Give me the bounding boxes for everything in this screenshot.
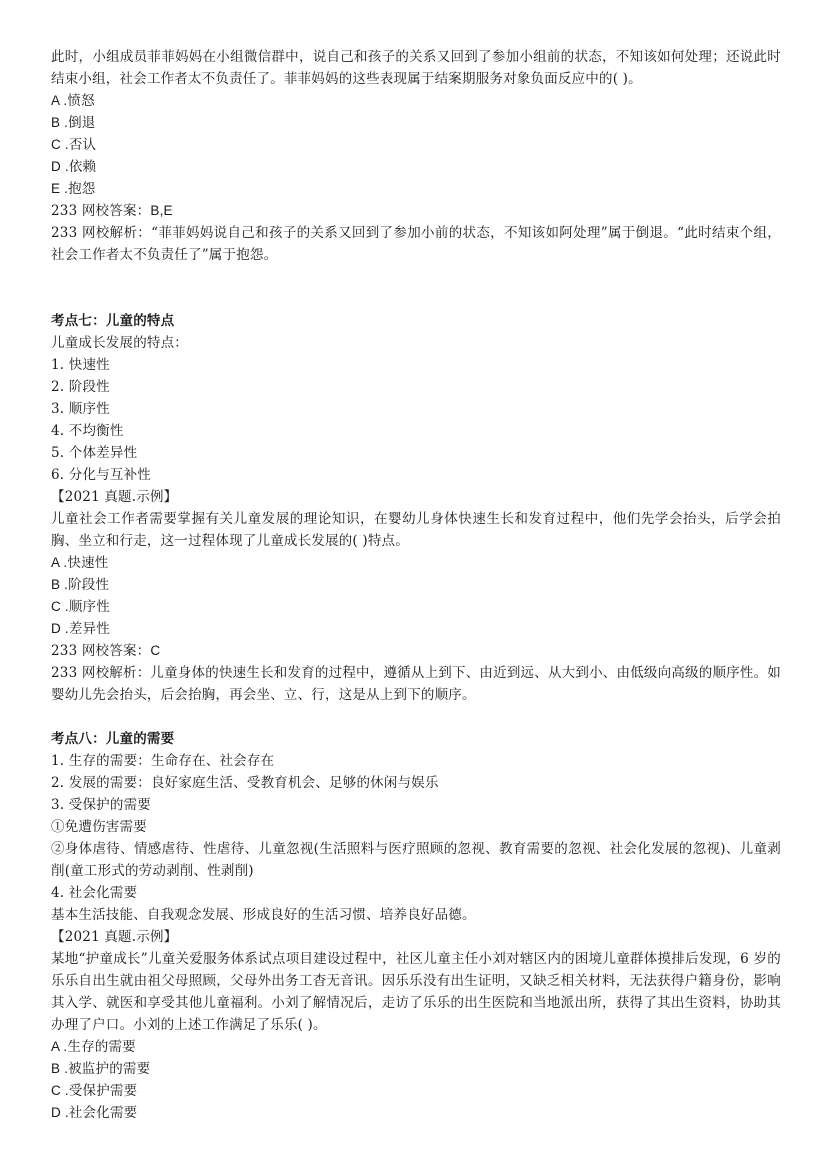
option-letter: C . <box>51 137 69 152</box>
option-letter: B . <box>51 1061 69 1076</box>
option-letter: A . <box>51 555 68 570</box>
option-text: 被监护的需要 <box>68 1061 151 1077</box>
example-tag: 【2021 真题.示例】 <box>51 929 178 945</box>
option-letter: C . <box>51 599 69 614</box>
option-text: 否认 <box>68 137 97 153</box>
trait-item: 5. 个体差异性 <box>51 445 138 461</box>
option-text: 倒退 <box>68 115 96 131</box>
analysis-line <box>51 222 781 266</box>
answer-value: B,E <box>150 203 173 218</box>
option-c <box>51 1080 781 1102</box>
trait-item: 2. 阶段性 <box>51 379 110 395</box>
needs-item: 4. 社会化需要 <box>51 885 138 901</box>
option-text: 阶段性 <box>68 577 110 593</box>
option-text: 愤怒 <box>67 93 95 109</box>
spacer <box>51 706 781 728</box>
option-letter: D . <box>51 159 69 174</box>
option-letter: D . <box>51 1105 69 1120</box>
answer-line <box>51 200 781 222</box>
option-text: 依赖 <box>68 159 97 175</box>
option-letter: A . <box>51 93 68 108</box>
analysis-text: 儿童身体的快速生长和发育的过程中，遵循从上到下、由近到远、从大到小、由低级向高级的顺序性。如婴幼儿先会抬头，后会抬胸，再会坐、立、行，这是从上到下的顺序。 <box>51 665 782 703</box>
analysis-text: “菲菲妈妈说自己和孩子的关系又回到了参加小前的状态，不知该如阿处理”属于倒退。“此时结束个组，社会工作者太不负责任了”属于抱怨。 <box>51 225 782 263</box>
needs-item: 3. 受保护的需要 <box>51 797 151 813</box>
analysis-label: 233 网校解析： <box>51 665 151 681</box>
option-d <box>51 156 781 178</box>
answer-label: 233 网校答案： <box>51 203 151 219</box>
option-letter: D . <box>51 621 69 636</box>
option-e <box>51 178 781 200</box>
option-c <box>51 596 781 618</box>
spacer <box>51 266 781 310</box>
option-c <box>51 134 781 156</box>
option-letter: C . <box>51 1083 69 1098</box>
needs-subitem: ②身体虐待、情感虐待、性虐待、儿童忽视(生活照料与医疗照顾的忽视、教育需要的忽视、社会化发展的忽视)、儿童剥削(童工形式的劳动剥削、性剥削) <box>51 841 781 879</box>
option-text: 社会化需要 <box>68 1105 138 1121</box>
option-text: 差异性 <box>68 621 110 637</box>
option-text: 快速性 <box>67 555 109 571</box>
option-d <box>51 1102 781 1124</box>
option-text: 生存的需要 <box>67 1039 136 1055</box>
document-page <box>51 46 781 1124</box>
section-7-intro: 儿童成长发展的特点： <box>51 335 188 351</box>
option-a <box>51 1036 781 1058</box>
needs-detail: 基本生活技能、自我观念发展、形成良好的生活习惯、培养良好品德。 <box>51 907 476 923</box>
section-7-title: 考点七：儿童的特点 <box>51 313 175 329</box>
question-stem: 儿童社会工作者需要掌握有关儿童发展的理论知识，在婴幼儿身体快速生长和发育过程中，他们先学会抬头，后学会拍胸、坐立和行走，这一过程体现了儿童成长发展的( )特点。 <box>51 511 781 549</box>
option-text: 顺序性 <box>68 599 110 615</box>
option-text: 抱怨 <box>68 181 96 197</box>
trait-item: 4. 不均衡性 <box>51 423 124 439</box>
option-b <box>51 574 781 596</box>
analysis-line <box>51 662 781 706</box>
trait-item: 3. 顺序性 <box>51 401 110 417</box>
option-text: 受保护需要 <box>68 1083 138 1099</box>
option-letter: A . <box>51 1039 68 1054</box>
answer-value: C <box>150 643 161 658</box>
option-a <box>51 552 781 574</box>
answer-label: 233 网校答案： <box>51 643 151 659</box>
needs-subitem: ①免遭伤害需要 <box>51 819 147 835</box>
example-tag: 【2021 真题.示例】 <box>51 489 178 505</box>
needs-item: 1. 生存的需要：生命存在、社会存在 <box>51 753 275 769</box>
option-letter: B . <box>51 577 69 592</box>
needs-item: 2. 发展的需要：良好家庭生活、受教育机会、足够的休闲与娱乐 <box>51 775 439 791</box>
trait-item: 6. 分化与互补性 <box>51 467 151 483</box>
option-a <box>51 90 781 112</box>
question-stem: 此时，小组成员菲菲妈妈在小组微信群中，说自己和孩子的关系又回到了参加小组前的状态，不知该如何处理；还说此时结束小组，社会工作者太不负责任了。菲菲妈妈的这些表现属于结案期服务对象负面反应中的( )。 <box>51 49 781 87</box>
analysis-label: 233 网校解析： <box>51 225 152 241</box>
option-d <box>51 618 781 640</box>
section-8-title: 考点八：儿童的需要 <box>51 731 175 747</box>
question-stem: 某地“护童成长”儿童关爱服务体系试点项目建设过程中，社区儿童主任小刘对辖区内的困境儿童群体摸排后发现，6 岁的乐乐自出生就由祖父母照顾，父母外出务工杳无音讯。因乐乐没有出生证明，又缺乏相关材料，无法获得户籍身份，影响其入学、就医和享受其他儿童福利。小刘了解情况后，走访了乐乐的出生医院和当地派出所，获得了其出生资料，协助其办理了户口。小刘的上述工作满足了乐乐( )。 <box>51 951 781 1033</box>
option-letter: B . <box>51 115 69 130</box>
trait-item: 1. 快速性 <box>51 357 110 373</box>
option-b <box>51 1058 781 1080</box>
option-b <box>51 112 781 134</box>
option-letter: E . <box>51 181 69 196</box>
answer-line <box>51 640 781 662</box>
